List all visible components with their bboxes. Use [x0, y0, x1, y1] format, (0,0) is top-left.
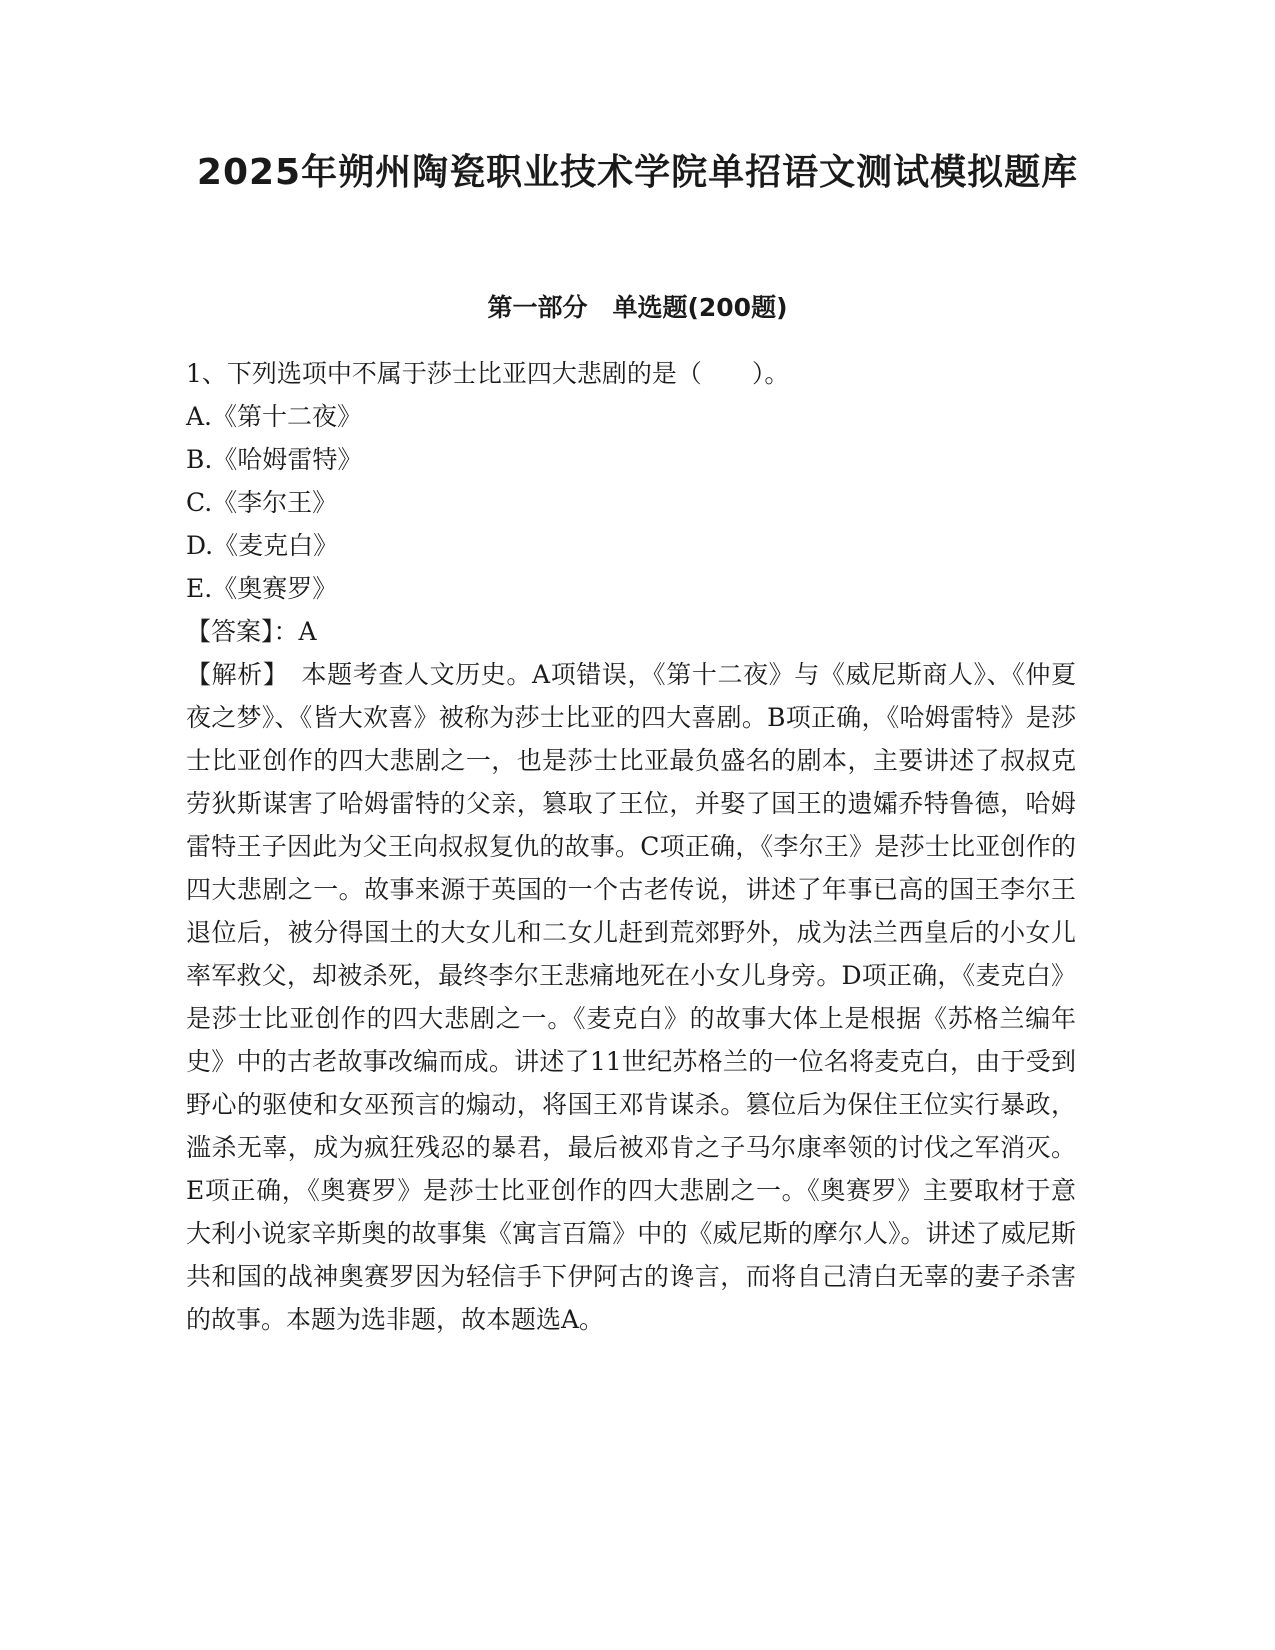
analysis-text: 本题考查人文历史。A项错误，《第十二夜》与《威尼斯商人》、《仲夏夜之梦》、《皆大欢喜》被称为莎士比亚的四大喜剧。B项正确，《哈姆雷特》是莎士比亚创作的四大悲剧之一，也是莎士比亚最负盛名的剧本，主要讲述了叔叔克劳狄斯谋害了哈姆雷特的父亲，篡取了王位，并娶了国王的遗孀乔特鲁德，哈姆雷特王子因此为父王向叔叔复仇的故事。C项正确，《李尔王》是莎士比亚创作的四大悲剧之一。故事来源于英国的一个古老传说，讲述了年事已高的国王李尔王退位后，被分得国土的大女儿和二女儿赶到荒郊野外，成为法兰西皇后的小女儿率军救父，却被杀死，最终李尔王悲痛地死在小女儿身旁。D项正确，《麦克白》是莎士比亚创作的四大悲剧之一。《麦克白》的故事大体上是根据《苏格兰编年史》中的古老故事改编而成。讲述了11世纪苏格兰的一位名将麦克白，由于受到野心的驱使和女巫预言的煽动，将国王邓肯谋杀。篡位后为保住王位实行暴政，滥杀无辜，成为疯狂残忍的暴君，最后被邓肯之子马尔康率领的讨伐之军消灭。E项正确，《奥赛罗》是莎士比亚创作的四大悲剧之一。《奥赛罗》主要取材于意大利小说家辛斯奥的故事集《寓言百篇》中的《威尼斯的摩尔人》。讲述了威尼斯共和国的战神奥赛罗因为轻信手下伊阿古的谗言，而将自己清白无辜的妻子杀害的故事。本题为选非题，故本题选A。: [186, 660, 1076, 1334]
option-b: B.《哈姆雷特》: [186, 445, 363, 474]
analysis-paragraph: [186, 653, 1076, 1341]
option-d: D.《麦克白》: [186, 531, 339, 560]
option-c: C.《李尔王》: [186, 488, 338, 517]
answer-label: 【答案】：: [186, 617, 299, 646]
question-block: [186, 352, 1076, 1341]
document-title: 2025年朔州陶瓷职业技术学院单招语文测试模拟题库: [196, 152, 1079, 193]
answer-value: A: [298, 617, 317, 646]
section-title: 第一部分 单选题(200题): [487, 293, 788, 322]
option-e: E.《奥赛罗》: [186, 574, 338, 603]
question-stem: 1、下列选项中不属于莎士比亚四大悲剧的是（ ）。: [186, 359, 790, 388]
answer-line: [186, 610, 1076, 653]
option-a: A.《第十二夜》: [186, 402, 363, 431]
analysis-label: 【解析】: [186, 660, 276, 689]
